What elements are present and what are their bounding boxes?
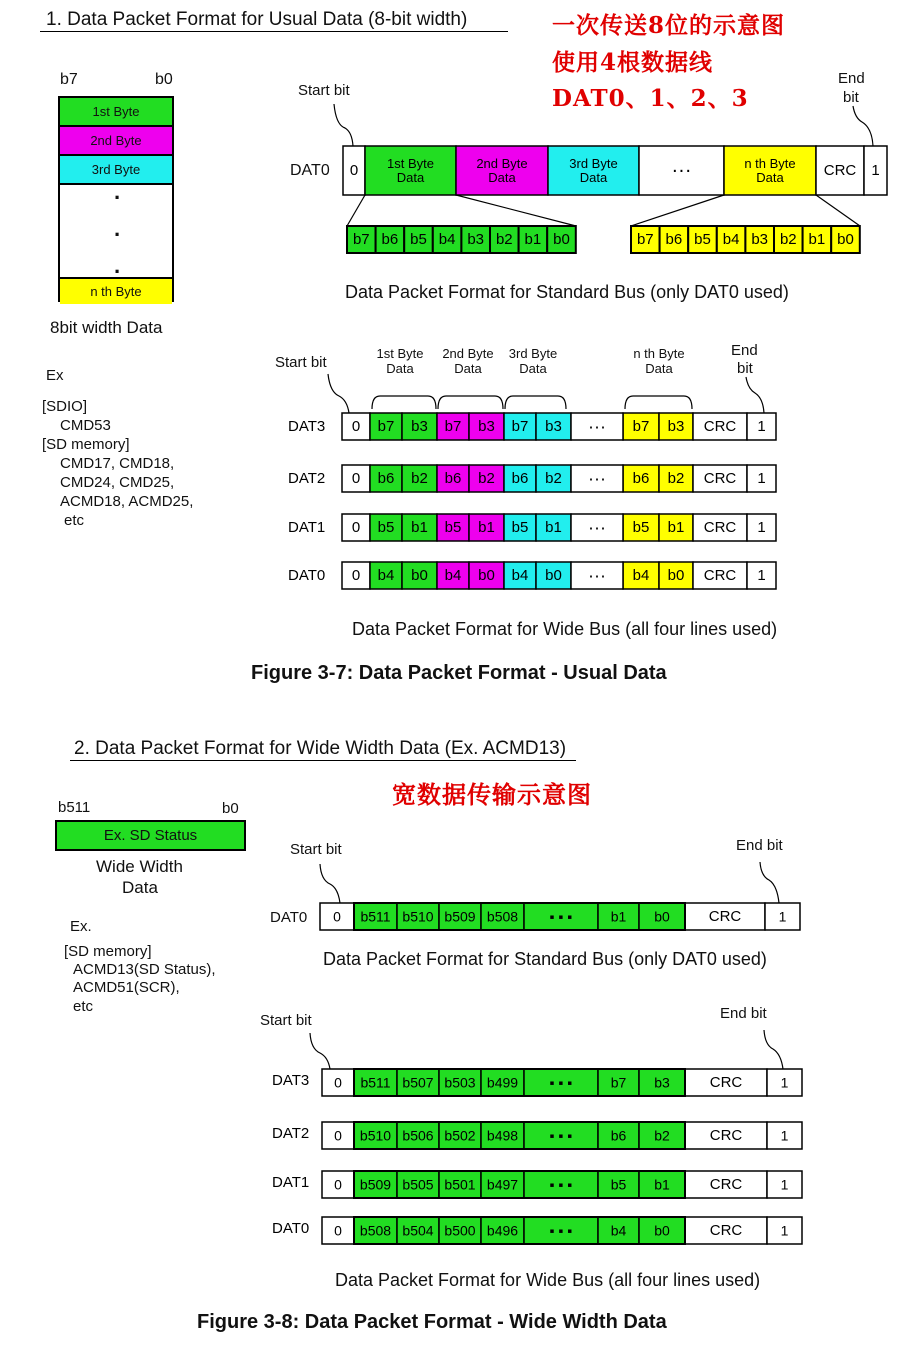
- wide-bit-cell-text: b6: [632, 470, 650, 487]
- w-std-end-cell-text: 1: [778, 908, 787, 925]
- w-std-caption: Data Packet Format for Standard Bus (only DAT0 used): [323, 949, 767, 969]
- wide-bit-cell-text: b4: [632, 567, 650, 584]
- wide-bit-cell-text: b0: [411, 567, 428, 584]
- std-cell-text: CRC: [823, 162, 857, 179]
- status-caption: Wide Width: [96, 857, 183, 876]
- wide-line-label: DAT3: [288, 418, 326, 435]
- w-std-start-label: Start bit: [290, 841, 342, 858]
- w-std-bit-cell-text: b510: [402, 908, 434, 925]
- byte-brace: [438, 396, 503, 409]
- wide-dots-cell-text: ···: [588, 565, 606, 586]
- example-item: etc: [73, 998, 94, 1015]
- w-wide-bit-cell-text: b506: [402, 1127, 434, 1144]
- w-wide-start-cell-text: 0: [334, 1176, 342, 1193]
- w-wide-bit-cell-text: b501: [444, 1176, 476, 1193]
- byte-row-3rd: 3rd Byte: [60, 156, 172, 185]
- std-bit-right-text: b0: [837, 231, 854, 248]
- wide-bit-cell-text: b2: [667, 470, 685, 487]
- example-item: [SDIO]: [42, 398, 88, 415]
- std-cell-text: 0: [349, 162, 359, 179]
- wide-line-label: DAT2: [288, 470, 326, 487]
- example-item: CMD53: [60, 417, 111, 434]
- byte-table-msb: b7: [60, 71, 78, 88]
- wide-end-cell-text: 1: [757, 519, 766, 536]
- w-wide-end-arrow: [764, 1030, 783, 1069]
- wide-byte-label: 2nd Byte Data: [442, 346, 494, 376]
- w-std-bit-cell-text: b0: [654, 908, 670, 925]
- std-cell-text: Data: [396, 170, 425, 185]
- wide-end-label: bit: [737, 360, 753, 377]
- w-wide-bit-cell-text: b509: [359, 1176, 392, 1193]
- w-wide-end-cell-text: 1: [780, 1127, 789, 1144]
- wide-end-cell-text: 1: [757, 418, 766, 435]
- std-cell-text: 1: [871, 162, 880, 179]
- example-item: etc: [64, 512, 85, 529]
- section-1-title: 1. Data Packet Format for Usual Data (8-bit width): [46, 9, 468, 30]
- annotation-line-1: 一次传送8位的示意图: [552, 12, 786, 39]
- wide-end-cell-text: 1: [757, 567, 766, 584]
- w-wide-bit-cell-text: ▪ ▪ ▪: [549, 1176, 573, 1193]
- wide-bit-cell-text: b5: [377, 519, 395, 536]
- w-wide-bit-cell-text: b498: [486, 1127, 519, 1144]
- wide-end-label: End: [731, 342, 758, 359]
- std-bit-left-text: b6: [381, 231, 399, 248]
- std-caption: Data Packet Format for Standard Bus (only DAT0 used): [345, 282, 789, 302]
- w-wide-end-cell-text: 1: [780, 1176, 789, 1193]
- wide-bit-cell-text: b7: [511, 418, 529, 435]
- w-wide-bit-cell-text: b510: [359, 1127, 392, 1144]
- wide-dots-cell-text: ···: [588, 468, 606, 489]
- w-wide-bit-cell-text: ▪ ▪ ▪: [549, 1127, 573, 1144]
- wide-bit-cell-text: b0: [667, 567, 685, 584]
- wide-line-label: DAT0: [288, 567, 326, 584]
- w-wide-bit-cell-text: b499: [486, 1074, 519, 1091]
- std-cell-text: 3rd Byte: [569, 156, 618, 171]
- start-bit-arrow: [334, 104, 353, 146]
- wide-bit-cell-text: b3: [545, 418, 562, 435]
- w-wide-start-label: Start bit: [260, 1012, 312, 1029]
- wide-bit-cell-text: b1: [545, 519, 562, 536]
- wide-crc-cell-text: CRC: [703, 470, 737, 487]
- wide-end-arrow: [746, 377, 764, 413]
- w-wide-end-cell-text: 1: [780, 1074, 789, 1091]
- w-wide-start-cell-text: 0: [334, 1127, 342, 1144]
- wide-bit-cell-text: b3: [667, 418, 685, 435]
- w-wide-bit-cell-text: b508: [359, 1222, 392, 1239]
- wide-bit-cell-text: b5: [632, 519, 650, 536]
- wide-end-cell-text: 1: [757, 470, 766, 487]
- wide-start-cell-text: 0: [351, 519, 361, 536]
- std-cell-text: ···: [671, 159, 692, 182]
- std-end-label: End: [838, 70, 865, 87]
- w-wide-bit-cell-text: b4: [610, 1222, 627, 1239]
- wide-start-arrow: [328, 374, 349, 413]
- w-wide-start-arrow: [310, 1033, 330, 1069]
- std-bit-right-text: b4: [722, 231, 740, 248]
- std-cell-text: Data: [488, 170, 516, 185]
- wide-dots-cell-text: ···: [588, 517, 606, 538]
- std-bit-left-text: b0: [553, 231, 570, 248]
- std-bit-right-text: b1: [808, 231, 826, 248]
- byte-brace: [625, 396, 692, 409]
- wide-start-label: Start bit: [275, 354, 327, 371]
- w-wide-crc-cell-text: CRC: [709, 1127, 743, 1144]
- wide-bit-cell-text: b1: [667, 519, 685, 536]
- std-end-label: bit: [843, 89, 859, 106]
- status-msb: b511: [58, 799, 91, 816]
- std-bit-left-text: b3: [467, 231, 485, 248]
- std-bit-left-text: b2: [495, 231, 513, 248]
- wide-dots-cell-text: ···: [588, 416, 606, 437]
- w-wide-line-label: DAT2: [272, 1125, 310, 1142]
- expand-line: [816, 195, 860, 226]
- expand-line: [347, 195, 365, 226]
- wide-bit-cell-text: b3: [478, 418, 495, 435]
- figure-3-8-caption: Figure 3-8: Data Packet Format - Wide Width Data: [197, 1311, 667, 1333]
- std-cell-text: Data: [579, 170, 608, 185]
- std-cell-text: 1st Byte: [387, 156, 434, 171]
- example-item: [SD memory]: [64, 943, 152, 960]
- wide-byte-label: 3rd Byte Data: [508, 346, 558, 376]
- w-wide-bit-cell-text: b504: [402, 1222, 434, 1239]
- expand-line: [456, 195, 576, 226]
- wide-start-cell-text: 0: [351, 418, 361, 435]
- std-bit-left-text: b1: [524, 231, 542, 248]
- wide-bit-cell-text: b2: [411, 470, 428, 487]
- w-std-end-arrow: [760, 862, 779, 903]
- wide-bit-cell-text: b4: [377, 567, 395, 584]
- std-bit-right-text: b5: [694, 231, 711, 248]
- std-bit-right-text: b7: [636, 231, 654, 248]
- w-std-bit-cell-text: b508: [486, 908, 519, 925]
- w-std-line-label: DAT0: [270, 909, 308, 926]
- w-wide-bit-cell-text: b5: [610, 1176, 627, 1193]
- wide-bit-cell-text: b7: [377, 418, 395, 435]
- wide-crc-cell-text: CRC: [703, 519, 737, 536]
- byte-dot: ·: [114, 185, 122, 210]
- wide-bit-cell-text: b0: [478, 567, 495, 584]
- byte-row-nth: n th Byte: [60, 279, 172, 304]
- w-wide-caption: Data Packet Format for Wide Bus (all four lines used): [335, 1270, 761, 1290]
- example-label: Ex.: [70, 918, 92, 935]
- byte-row-2nd: 2nd Byte: [60, 127, 172, 156]
- status-caption: Data: [122, 878, 158, 897]
- annotation-line-2: 使用4根数据线: [552, 49, 714, 76]
- wide-bit-cell-text: b4: [511, 567, 529, 584]
- annotation-line-3: DAT0、1、2、3: [552, 85, 749, 112]
- status-box: Ex. SD Status: [55, 820, 246, 851]
- w-wide-crc-cell-text: CRC: [709, 1222, 743, 1239]
- expand-line: [631, 195, 724, 226]
- std-bit-left-text: b5: [410, 231, 427, 248]
- std-bit-right-text: b2: [779, 231, 797, 248]
- w-wide-start-cell-text: 0: [334, 1222, 342, 1239]
- wide-byte-label: 1st Byte Data: [376, 346, 424, 376]
- w-wide-bit-cell-text: b7: [610, 1074, 627, 1091]
- example-item: ACMD13(SD Status),: [73, 961, 216, 978]
- wide-crc-cell-text: CRC: [703, 567, 737, 584]
- example-item: [SD memory]: [42, 436, 130, 453]
- w-std-bit-cell-text: b509: [444, 908, 476, 925]
- wide-bit-cell-text: b0: [545, 567, 562, 584]
- w-wide-line-label: DAT3: [272, 1072, 310, 1089]
- w-std-bit-cell-text: b511: [360, 908, 391, 925]
- w-wide-bit-cell-text: b0: [654, 1222, 670, 1239]
- byte-table-caption: 8bit width Data: [50, 318, 163, 337]
- wide-bit-cell-text: b2: [545, 470, 562, 487]
- wide-byte-label: n th Byte Data: [633, 346, 685, 376]
- w-wide-end-label: End bit: [720, 1005, 767, 1022]
- w-wide-end-cell-text: 1: [780, 1222, 789, 1239]
- wide-bit-cell-text: b1: [411, 519, 428, 536]
- w-std-end-label: End bit: [736, 837, 783, 854]
- w-wide-bit-cell-text: b1: [654, 1176, 670, 1193]
- std-bit-right-text: b3: [751, 231, 769, 248]
- wide-bit-cell-text: b1: [478, 519, 495, 536]
- std-start-label: Start bit: [298, 82, 350, 99]
- w-wide-line-label: DAT0: [272, 1220, 310, 1237]
- section-2-title: 2. Data Packet Format for Wide Width Data (Ex. ACMD13): [74, 738, 567, 759]
- w-wide-bit-cell-text: b496: [486, 1222, 519, 1239]
- w-std-crc-cell-text: CRC: [708, 908, 742, 925]
- wide-bit-cell-text: b6: [377, 470, 395, 487]
- std-cell-text: n th Byte: [744, 156, 796, 171]
- w-wide-bit-cell-text: ▪ ▪ ▪: [549, 1222, 573, 1239]
- w-std-start-cell-text: 0: [333, 908, 341, 925]
- wide-bit-cell-text: b7: [632, 418, 650, 435]
- w-wide-bit-cell-text: b3: [654, 1074, 670, 1091]
- w-wide-bit-cell-text: b502: [444, 1127, 476, 1144]
- std-bit-right-text: b6: [665, 231, 683, 248]
- w-wide-crc-cell-text: CRC: [709, 1074, 743, 1091]
- example-item: CMD24, CMD25,: [60, 474, 175, 491]
- w-wide-bit-cell-text: ▪ ▪ ▪: [549, 1074, 573, 1091]
- w-wide-bit-cell-text: b505: [402, 1176, 434, 1193]
- w-wide-bit-cell-text: b511: [360, 1074, 391, 1091]
- wide-start-cell-text: 0: [351, 567, 361, 584]
- byte-dot: ·: [114, 259, 122, 284]
- example-item: ACMD18, ACMD25,: [60, 493, 194, 510]
- byte-table-lsb: b0: [155, 71, 173, 88]
- byte-brace: [372, 396, 436, 409]
- w-wide-bit-cell-text: b6: [610, 1127, 627, 1144]
- annotation-wide: 宽数据传输示意图: [392, 780, 592, 809]
- wide-caption: Data Packet Format for Wide Bus (all four lines used): [352, 619, 778, 639]
- wide-bit-cell-text: b2: [478, 470, 495, 487]
- byte-row-1st: 1st Byte: [60, 98, 172, 127]
- wide-bit-cell-text: b6: [511, 470, 529, 487]
- wide-crc-cell-text: CRC: [703, 418, 737, 435]
- byte-brace: [505, 396, 566, 409]
- w-std-bit-cell-text: b1: [610, 908, 627, 925]
- wide-bit-cell-text: b3: [411, 418, 428, 435]
- wide-bit-cell-text: b5: [444, 519, 462, 536]
- std-bit-left-text: b7: [352, 231, 370, 248]
- std-cell-text: 2nd Byte: [476, 156, 528, 171]
- w-std-start-arrow: [320, 864, 340, 903]
- status-lsb: b0: [222, 800, 239, 817]
- std-bit-left-text: b4: [438, 231, 456, 248]
- wide-start-cell-text: 0: [351, 470, 361, 487]
- example-item: ACMD51(SCR),: [73, 979, 180, 996]
- wide-line-label: DAT1: [288, 519, 326, 536]
- wide-bit-cell-text: b6: [444, 470, 462, 487]
- std-cell-text: Data: [756, 170, 784, 185]
- end-bit-arrow: [853, 106, 873, 146]
- wide-bit-cell-text: b7: [444, 418, 462, 435]
- wide-bit-cell-text: b4: [444, 567, 462, 584]
- w-wide-bit-cell-text: b503: [444, 1074, 476, 1091]
- figure-3-7-caption: Figure 3-7: Data Packet Format - Usual Data: [251, 662, 667, 684]
- w-wide-bit-cell-text: b2: [654, 1127, 670, 1144]
- w-std-bit-cell-text: ▪ ▪ ▪: [549, 908, 573, 925]
- example-item: CMD17, CMD18,: [60, 455, 175, 472]
- wide-bit-cell-text: b5: [511, 519, 529, 536]
- std-line-label: DAT0: [290, 162, 330, 179]
- byte-dot: ·: [114, 222, 122, 247]
- w-wide-bit-cell-text: b500: [444, 1222, 476, 1239]
- example-label: Ex: [46, 367, 64, 384]
- w-wide-bit-cell-text: b497: [486, 1176, 519, 1193]
- w-wide-line-label: DAT1: [272, 1174, 310, 1191]
- w-wide-bit-cell-text: b507: [402, 1074, 434, 1091]
- w-wide-crc-cell-text: CRC: [709, 1176, 743, 1193]
- w-wide-start-cell-text: 0: [334, 1074, 342, 1091]
